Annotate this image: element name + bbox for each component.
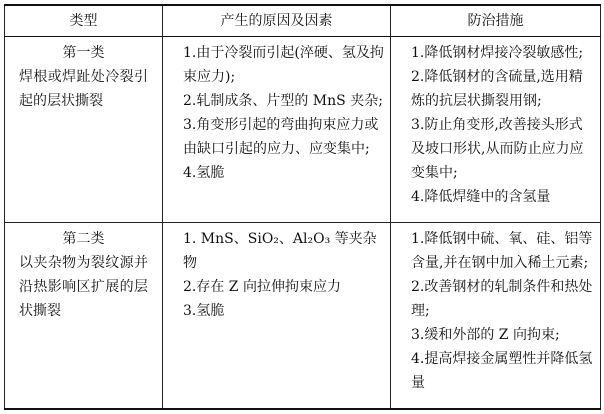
type-name: 第一类 [62, 45, 105, 61]
type-description: 以夹杂物为裂纹源并沿热影响区扩展的层状撕裂 [19, 254, 148, 319]
measure-item: 4.提高焊接金属塑性并降低氢量 [411, 350, 593, 391]
measure-item: 2.改善钢材的轧制条件和热处理; [411, 278, 593, 319]
measure-item: 1.降低钢中硫、氧、硅、铝等含量,并在钢中加入稀土元素; [411, 230, 593, 271]
cause-item: 2.存在 Z 向拉伸拘束应力 [183, 278, 341, 295]
type-cell [5, 37, 163, 223]
measure-item: 1.降低钢材焊接冷裂敏感性; [411, 45, 584, 61]
header-measures: 防治措施 [391, 5, 601, 37]
type-name: 第二类 [62, 230, 105, 247]
measure-item: 4.降低焊缝中的含氢量 [411, 189, 551, 205]
table-row [5, 37, 601, 223]
cause-item: 1. MnS、SiO₂、Al₂O₃ 等夹杂物 [183, 230, 377, 271]
measure-item: 3.缓和外部的 Z 向拘束; [411, 326, 560, 343]
measures-cell [391, 222, 601, 409]
cause-item: 4.氢脆 [183, 165, 225, 181]
measures-cell [391, 37, 601, 223]
causes-cell [163, 37, 391, 223]
type-cell [5, 222, 163, 409]
cause-item: 3.角变形引起的弯曲拘束应力或由缺口引起的应力、应变集中; [183, 117, 379, 157]
header-type: 类型 [5, 5, 163, 37]
table-header-row [5, 5, 601, 37]
crack-prevention-table [4, 4, 601, 410]
measure-item: 3.防止角变形,改善接头形式及坡口形状,从而防止应力应变集中; [411, 117, 584, 181]
type-description: 焊根或焊趾处冷裂引起的层状撕裂 [19, 69, 148, 109]
cause-item: 3.氢脆 [183, 302, 225, 319]
cause-item: 2.轧制成条、片型的 MnS 夹杂; [183, 93, 383, 109]
causes-cell [163, 222, 391, 409]
cause-item: 1.由于冷裂而引起(淬硬、氢及拘束应力); [183, 45, 384, 85]
header-causes: 产生的原因及因素 [163, 5, 391, 37]
table-row [5, 222, 601, 409]
measure-item: 2.降低钢材的含硫量,选用精炼的抗层状撕裂用钢; [411, 69, 583, 109]
